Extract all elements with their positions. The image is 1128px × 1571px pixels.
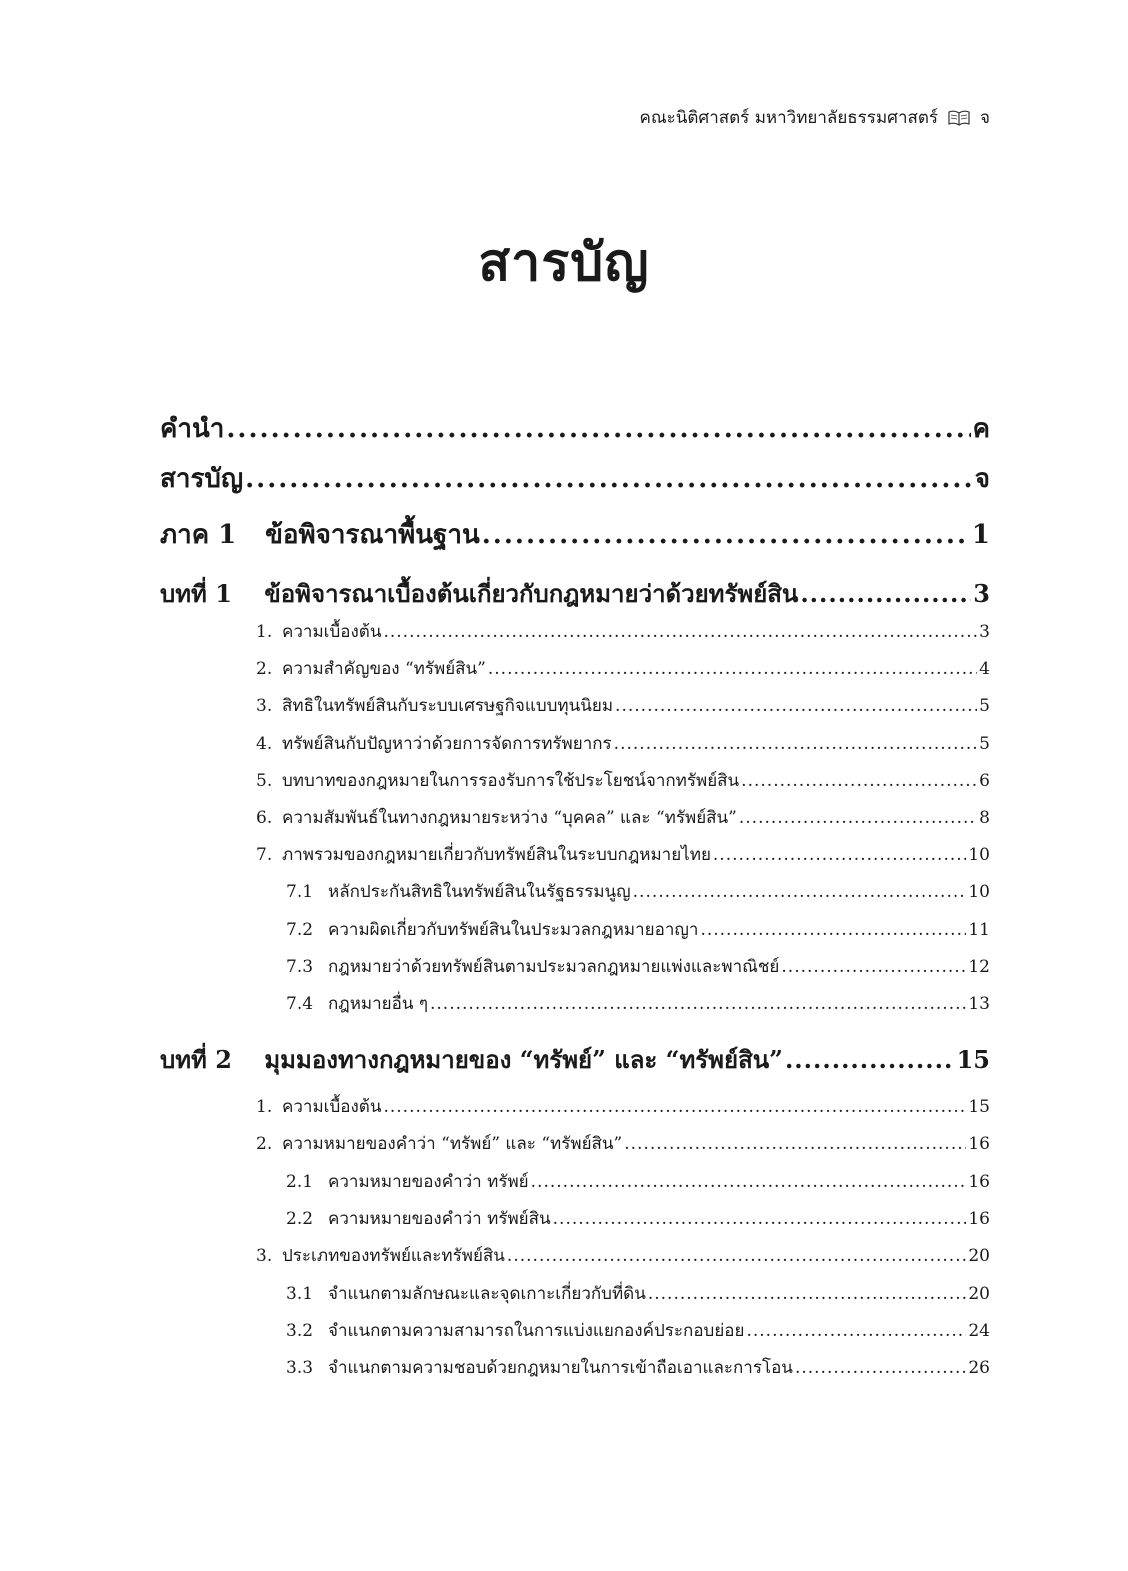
toc-section[interactable] bbox=[256, 692, 990, 719]
toc-number: 2. bbox=[256, 1134, 273, 1155]
toc-page: 24 bbox=[968, 1320, 990, 1341]
toc-label-group bbox=[286, 878, 631, 905]
toc-label: กฎหมายว่าด้วยทรัพย์สินตามประมวลกฎหมายแพ่งและพาณิชย์ bbox=[328, 956, 780, 977]
toc-part-1[interactable] bbox=[160, 514, 990, 555]
toc-label-group bbox=[286, 1168, 529, 1195]
toc-number: 1. bbox=[256, 622, 273, 642]
dot-leader bbox=[383, 1097, 966, 1117]
toc-section[interactable] bbox=[256, 1130, 990, 1157]
toc-page: 20 bbox=[968, 1246, 990, 1267]
toc-label-group bbox=[256, 804, 737, 831]
toc-subsection[interactable] bbox=[286, 1205, 990, 1232]
toc-label: ข้อพิจารณาพื้นฐาน bbox=[265, 520, 480, 550]
dot-leader bbox=[700, 920, 966, 940]
dot-leader bbox=[746, 1321, 966, 1341]
dot-leader bbox=[795, 1358, 966, 1378]
toc-number: 3.2 bbox=[286, 1320, 314, 1341]
toc-number: 5. bbox=[256, 770, 273, 791]
toc-page: 15 bbox=[956, 1045, 990, 1074]
toc-number: 3. bbox=[256, 696, 273, 717]
toc-label: ความเบื้องต้น bbox=[282, 1097, 382, 1117]
dot-leader bbox=[781, 957, 966, 977]
dot-leader bbox=[633, 882, 967, 902]
toc-label: คำนำ bbox=[160, 414, 225, 444]
toc-label: มุมมองทางกฎหมายของ “ทรัพย์” และ “ทรัพย์สิน” bbox=[264, 1045, 783, 1074]
dot-leader bbox=[624, 1134, 966, 1154]
dot-leader bbox=[713, 845, 966, 865]
dot-leader bbox=[383, 622, 977, 642]
toc-label: ความสัมพันธ์ในทางกฎหมายระหว่าง “บุคคล” และ “ทรัพย์สิน” bbox=[282, 808, 737, 828]
toc-label: ความสำคัญของ “ทรัพย์สิน” bbox=[282, 659, 486, 680]
toc-page: 10 bbox=[968, 882, 990, 903]
dot-leader bbox=[226, 414, 970, 444]
toc-number: 2.1 bbox=[286, 1171, 314, 1192]
toc-label-group bbox=[256, 692, 613, 719]
dot-leader bbox=[614, 734, 978, 754]
toc-chapter-2[interactable] bbox=[160, 1040, 990, 1079]
toc-subsection[interactable] bbox=[286, 990, 990, 1017]
dot-leader bbox=[507, 1246, 966, 1266]
toc-number: 3. bbox=[256, 1246, 273, 1267]
toc-label-group bbox=[256, 730, 612, 757]
toc-label-group bbox=[256, 841, 711, 868]
toc-subsection[interactable] bbox=[286, 1168, 990, 1195]
toc-prefix: ภาค 1 bbox=[160, 520, 237, 550]
toc-page: 4 bbox=[979, 659, 990, 680]
toc-label: ความหมายของคำว่า ทรัพย์สิน bbox=[328, 1208, 551, 1229]
toc-number: 2. bbox=[256, 659, 273, 680]
toc-section[interactable] bbox=[256, 841, 990, 868]
toc-subsection[interactable] bbox=[286, 1354, 990, 1381]
toc-prefix: บทที่ 2 bbox=[160, 1045, 232, 1074]
dot-leader bbox=[488, 659, 977, 679]
toc-label-group bbox=[256, 655, 486, 682]
toc-label-group bbox=[286, 953, 779, 980]
book-icon bbox=[948, 110, 970, 126]
toc-number: 3.3 bbox=[286, 1358, 314, 1379]
toc-subsection[interactable] bbox=[286, 953, 990, 980]
toc-label: กฎหมายอื่น ๆ bbox=[328, 994, 428, 1014]
toc-label-group bbox=[286, 990, 428, 1017]
toc-label: สารบัญ bbox=[160, 464, 244, 494]
toc-page: 20 bbox=[968, 1283, 990, 1304]
dot-leader bbox=[800, 579, 971, 608]
toc-label-group bbox=[160, 1040, 783, 1079]
dot-leader bbox=[648, 1284, 967, 1304]
toc-section[interactable] bbox=[256, 618, 990, 645]
toc-label: ความผิดเกี่ยวกับทรัพย์สินในประมวลกฎหมายอาญา bbox=[328, 919, 699, 940]
toc-label-group bbox=[256, 1130, 622, 1157]
toc-section[interactable] bbox=[256, 767, 990, 794]
toc-page: 16 bbox=[968, 1208, 990, 1229]
toc-page: 3 bbox=[973, 579, 990, 608]
toc-label: ทรัพย์สินกับปัญหาว่าด้วยการจัดการทรัพยากร bbox=[282, 733, 612, 754]
toc-page: ค bbox=[972, 414, 990, 444]
toc-subsection[interactable] bbox=[286, 878, 990, 905]
toc-page: 3 bbox=[979, 622, 990, 642]
toc-label-group bbox=[160, 514, 480, 555]
toc-number: 7.2 bbox=[286, 919, 314, 940]
toc-page: 6 bbox=[979, 770, 990, 791]
toc-label: ความเบื้องต้น bbox=[282, 622, 382, 642]
dot-leader bbox=[245, 464, 973, 494]
toc-section[interactable] bbox=[256, 804, 990, 831]
toc-section[interactable] bbox=[256, 1242, 990, 1269]
toc-label: ภาพรวมของกฎหมายเกี่ยวกับทรัพย์สินในระบบกฎหมายไทย bbox=[282, 845, 711, 866]
toc-chapter-1[interactable] bbox=[160, 574, 990, 613]
toc-label: หลักประกันสิทธิในทรัพย์สินในรัฐธรรมนูญ bbox=[328, 882, 631, 903]
toc-page: 16 bbox=[968, 1171, 990, 1192]
toc-label: ประเภทของทรัพย์และทรัพย์สิน bbox=[282, 1246, 505, 1267]
toc-number: 7.1 bbox=[286, 882, 314, 903]
header-text: คณะนิติศาสตร์ มหาวิทยาลัยธรรมศาสตร์ bbox=[639, 108, 939, 128]
toc-number: 7.3 bbox=[286, 956, 314, 977]
toc-label: จำแนกตามลักษณะและจุดเกาะเกี่ยวกับที่ดิน bbox=[328, 1283, 646, 1304]
toc-label-group bbox=[286, 916, 698, 943]
toc-number: 1. bbox=[256, 1097, 273, 1117]
toc-page: 8 bbox=[979, 808, 990, 828]
toc-label-group bbox=[286, 1317, 744, 1344]
toc-subsection[interactable] bbox=[286, 1280, 990, 1307]
toc-label: บทบาทของกฎหมายในการรองรับการใช้ประโยชน์จากทรัพย์สิน bbox=[282, 770, 740, 791]
toc-label: จำแนกตามความชอบด้วยกฎหมายในการเข้าถือเอาและการโอน bbox=[328, 1358, 793, 1379]
toc-page: 5 bbox=[979, 696, 990, 717]
toc-label-group bbox=[160, 574, 798, 613]
toc-label-group bbox=[286, 1354, 793, 1381]
toc-number: 4. bbox=[256, 733, 273, 754]
dot-leader bbox=[615, 696, 977, 716]
toc-label: ความหมายของคำว่า ทรัพย์ bbox=[328, 1171, 529, 1192]
toc-section[interactable] bbox=[256, 655, 990, 682]
toc-number: 3.1 bbox=[286, 1283, 314, 1304]
toc-page: จ bbox=[974, 464, 990, 494]
toc-page: 10 bbox=[968, 845, 990, 866]
toc-label-group bbox=[256, 1242, 505, 1269]
toc-page: 13 bbox=[968, 994, 990, 1014]
dot-leader bbox=[531, 1172, 967, 1192]
dot-leader bbox=[430, 994, 966, 1014]
toc-label-group bbox=[256, 767, 739, 794]
toc-subsection[interactable] bbox=[286, 916, 990, 943]
toc-page: 11 bbox=[968, 919, 990, 940]
dot-leader bbox=[741, 771, 977, 791]
dot-leader bbox=[482, 520, 970, 550]
dot-leader bbox=[739, 808, 977, 828]
toc-label-group bbox=[286, 1280, 646, 1307]
toc-number: 7.4 bbox=[286, 994, 314, 1014]
toc-section[interactable] bbox=[256, 730, 990, 757]
toc-number: 2.2 bbox=[286, 1208, 314, 1229]
toc-page: 16 bbox=[968, 1134, 990, 1155]
toc-label-group bbox=[286, 1205, 551, 1232]
toc-contents[interactable] bbox=[160, 458, 990, 499]
dot-leader bbox=[785, 1045, 955, 1074]
dot-leader bbox=[553, 1209, 967, 1229]
toc-label-group bbox=[256, 618, 381, 645]
header-page-number: จ bbox=[980, 108, 990, 128]
running-header bbox=[639, 104, 990, 131]
toc-page: 1 bbox=[971, 520, 990, 550]
toc-label: สิทธิในทรัพย์สินกับระบบเศรษฐกิจแบบทุนนิยม bbox=[282, 696, 614, 717]
toc-section[interactable] bbox=[256, 1093, 990, 1120]
toc-page: 15 bbox=[968, 1097, 990, 1117]
toc-number: 7. bbox=[256, 845, 273, 866]
toc-page: 26 bbox=[968, 1358, 990, 1379]
toc-prefix: บทที่ 1 bbox=[160, 579, 232, 608]
toc-label: ความหมายของคำว่า “ทรัพย์” และ “ทรัพย์สิน” bbox=[282, 1134, 623, 1155]
toc-page: 5 bbox=[979, 733, 990, 754]
toc-page: 12 bbox=[968, 956, 990, 977]
toc-number: 6. bbox=[256, 808, 273, 828]
toc-label: ข้อพิจารณาเบื้องต้นเกี่ยวกับกฎหมายว่าด้วยทรัพย์สิน bbox=[264, 579, 799, 608]
toc-subsection[interactable] bbox=[286, 1317, 990, 1344]
toc-foreword[interactable] bbox=[160, 408, 990, 449]
toc-label: จำแนกตามความสามารถในการแบ่งแยกองค์ประกอบย่อย bbox=[328, 1320, 745, 1341]
page-title: สารบัญ bbox=[478, 232, 650, 293]
toc-label-group bbox=[256, 1093, 381, 1120]
